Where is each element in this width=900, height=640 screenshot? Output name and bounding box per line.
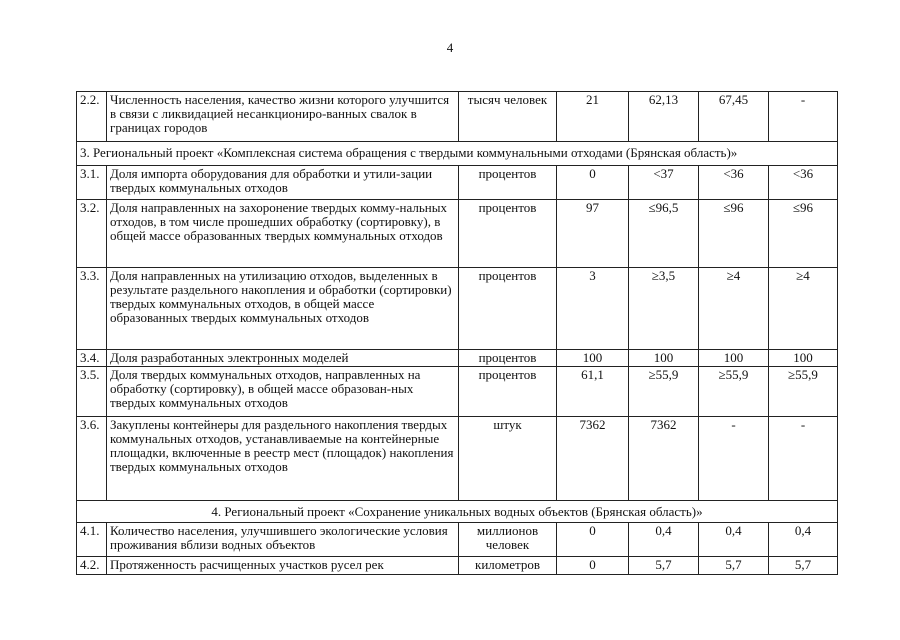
value-cell-3: -	[699, 417, 769, 501]
value-cell-2: 62,13	[629, 92, 699, 142]
value-cell-4: 0,4	[769, 523, 838, 557]
value-cell-2: <37	[629, 166, 699, 200]
section-row	[77, 501, 838, 523]
value-cell-1: 3	[557, 268, 629, 350]
table-row	[77, 523, 838, 557]
indicator-name: Доля направленных на захоронение твердых комму-нальных отходов, в том числе прошедших обработку (сортировку), в общей массе образованных твердых коммунальных отходов	[107, 200, 459, 268]
value-cell-3: 67,45	[699, 92, 769, 142]
value-cell-4: -	[769, 417, 838, 501]
value-cell-3: ≥4	[699, 268, 769, 350]
row-number: 2.2.	[77, 92, 107, 142]
unit-cell: процентов	[459, 166, 557, 200]
value-cell-1: 97	[557, 200, 629, 268]
unit-cell: процентов	[459, 367, 557, 417]
indicators-table	[76, 91, 838, 575]
value-cell-4: 5,7	[769, 557, 838, 575]
row-number: 3.6.	[77, 417, 107, 501]
indicator-name: Численность населения, качество жизни которого улучшится в связи с ликвидацией несанкциониро-ванных свалок в границах городов	[107, 92, 459, 142]
row-number: 3.3.	[77, 268, 107, 350]
page-number: 4	[446, 40, 454, 55]
indicator-name: Доля твердых коммунальных отходов, направленных на обработку (сортировку), в общей массе образован-ных твердых коммунальных отходов	[107, 367, 459, 417]
value-cell-1: 0	[557, 523, 629, 557]
row-number: 3.4.	[77, 350, 107, 367]
value-cell-2: 7362	[629, 417, 699, 501]
row-number: 3.2.	[77, 200, 107, 268]
row-number: 4.1.	[77, 523, 107, 557]
value-cell-4: 100	[769, 350, 838, 367]
value-cell-2: ≥55,9	[629, 367, 699, 417]
unit-cell: процентов	[459, 350, 557, 367]
row-number: 3.1.	[77, 166, 107, 200]
row-number: 3.5.	[77, 367, 107, 417]
value-cell-4: -	[769, 92, 838, 142]
unit-cell: процентов	[459, 268, 557, 350]
value-cell-2: 0,4	[629, 523, 699, 557]
indicator-name: Доля разработанных электронных моделей	[107, 350, 459, 367]
unit-cell: тысяч человек	[459, 92, 557, 142]
indicator-name: Доля импорта оборудования для обработки и утили-зации твердых коммунальных отходов	[107, 166, 459, 200]
unit-cell: миллионов человек	[459, 523, 557, 557]
value-cell-3: ≤96	[699, 200, 769, 268]
section-heading: 3. Региональный проект «Комплексная система обращения с твердыми коммунальными отходами (Брянская область)»	[77, 142, 838, 166]
indicator-name: Закуплены контейнеры для раздельного накопления твердых коммунальных отходов, устанавливаемые на контейнерные площадки, включенные в реестр мест (площадок) накопления твердых коммунальных отходов	[107, 417, 459, 501]
value-cell-1: 0	[557, 166, 629, 200]
indicator-name: Протяженность расчищенных участков русел рек	[107, 557, 459, 575]
indicator-name: Доля направленных на утилизацию отходов, выделенных в результате раздельного накопления и обработки (сортировки) твердых коммунальных отходов, в общей массе образованных твердых коммунальных отходов	[107, 268, 459, 350]
value-cell-1: 61,1	[557, 367, 629, 417]
table-row	[77, 92, 838, 142]
table-row	[77, 166, 838, 200]
row-number: 4.2.	[77, 557, 107, 575]
value-cell-4: <36	[769, 166, 838, 200]
unit-cell: километров	[459, 557, 557, 575]
table-row	[77, 417, 838, 501]
value-cell-3: ≥55,9	[699, 367, 769, 417]
value-cell-3: <36	[699, 166, 769, 200]
value-cell-4: ≥4	[769, 268, 838, 350]
table-row	[77, 200, 838, 268]
value-cell-1: 21	[557, 92, 629, 142]
table-row	[77, 367, 838, 417]
unit-cell: процентов	[459, 200, 557, 268]
value-cell-4: ≤96	[769, 200, 838, 268]
value-cell-1: 0	[557, 557, 629, 575]
section-heading: 4. Региональный проект «Сохранение уникальных водных объектов (Брянская область)»	[77, 501, 838, 523]
value-cell-3: 0,4	[699, 523, 769, 557]
value-cell-2: 5,7	[629, 557, 699, 575]
value-cell-2: 100	[629, 350, 699, 367]
value-cell-4: ≥55,9	[769, 367, 838, 417]
value-cell-2: ≤96,5	[629, 200, 699, 268]
table-row	[77, 268, 838, 350]
indicator-name: Количество населения, улучшившего экологические условия проживания вблизи водных объектов	[107, 523, 459, 557]
table-row	[77, 350, 838, 367]
value-cell-2: ≥3,5	[629, 268, 699, 350]
value-cell-1: 7362	[557, 417, 629, 501]
value-cell-1: 100	[557, 350, 629, 367]
section-row	[77, 142, 838, 166]
value-cell-3: 100	[699, 350, 769, 367]
unit-cell: штук	[459, 417, 557, 501]
value-cell-3: 5,7	[699, 557, 769, 575]
table-row	[77, 557, 838, 575]
